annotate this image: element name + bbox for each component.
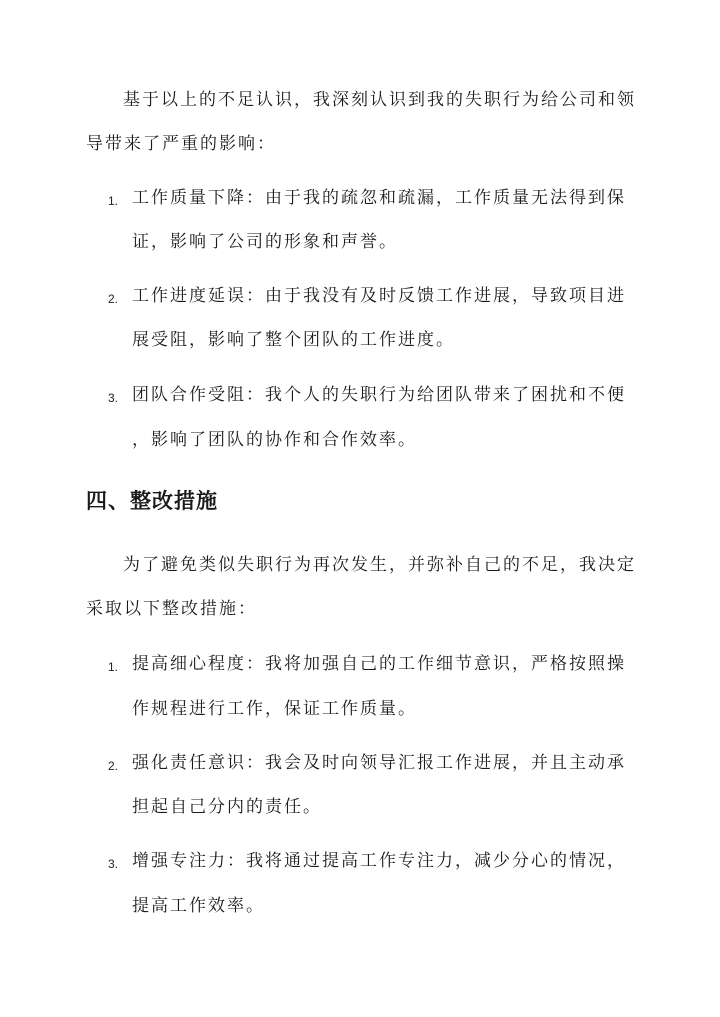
list-item-line1: 工作质量下降：由于我的疏忽和疏漏，工作质量无法得到保: [132, 188, 626, 208]
list-item-line1: 团队合作受阻：我个人的失职行为给团队带来了困扰和不便: [132, 385, 626, 405]
section-intro-line2: 采取以下整改措施：: [86, 599, 257, 619]
list-item-line1: 增强专注力：我将通过提高工作专注力，减少分心的情况，: [132, 851, 626, 871]
list-item-line2: 展受阻，影响了整个团队的工作进度。: [132, 330, 455, 350]
impact-intro-line2: 导带来了严重的影响：: [86, 134, 276, 154]
list-item-line2: 担起自己分内的责任。: [132, 797, 322, 817]
list-item-line2: 证，影响了公司的形象和声誉。: [132, 232, 398, 252]
list-item-number: 2.: [108, 759, 119, 773]
list-item-line2: 提高工作效率。: [132, 896, 265, 916]
section-intro-line1: 为了避免类似失职行为再次发生，并弥补自己的不足，我决定: [123, 555, 636, 575]
list-item-line2: ，影响了团队的协作和合作效率。: [132, 430, 417, 450]
list-item-line2: 作规程进行工作，保证工作质量。: [132, 699, 417, 719]
list-item-line1: 工作进度延误：由于我没有及时反馈工作进展，导致项目进: [132, 286, 626, 306]
list-item-line1: 提高细心程度：我将加强自己的工作细节意识，严格按照操: [132, 654, 626, 674]
list-item-number: 2.: [108, 292, 119, 306]
list-item-line1: 强化责任意识：我会及时向领导汇报工作进展，并且主动承: [132, 753, 626, 773]
impact-intro-line1: 基于以上的不足认识，我深刻认识到我的失职行为给公司和领: [123, 90, 636, 110]
section-heading: 四、整改措施: [86, 489, 218, 513]
list-item-number: 1.: [108, 660, 119, 674]
list-item-number: 3.: [108, 391, 119, 405]
list-item-number: 1.: [108, 194, 119, 208]
list-item-number: 3.: [108, 857, 119, 871]
